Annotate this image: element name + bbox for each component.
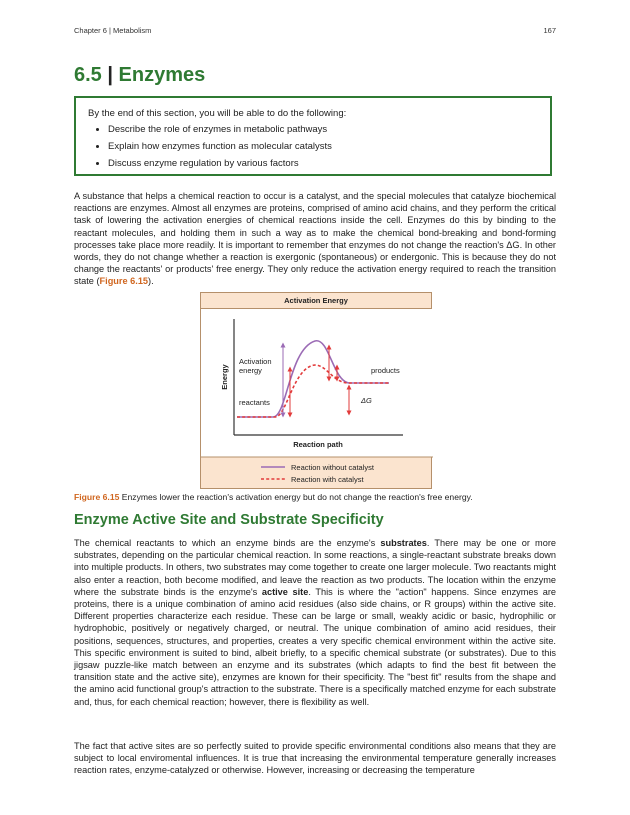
activation-label: Activation (239, 357, 272, 366)
figure-caption (74, 492, 556, 502)
paragraph-text: ). (148, 276, 154, 287)
objective-item: • Describe the role of enzymes in metabolic pathways (108, 124, 538, 135)
legend-uncatalyzed-label: Reaction without catalyst (291, 463, 374, 472)
x-axis-label: Reaction path (293, 440, 343, 449)
figure-title: Activation Energy (201, 293, 431, 309)
figure-caption-label: Figure 6.15 (74, 492, 120, 502)
reactants-label: reactants (239, 398, 270, 407)
subsection-heading: Enzyme Active Site and Substrate Specificity (74, 512, 384, 528)
term-active-site: active site (261, 586, 309, 597)
activation-energy-figure (200, 292, 432, 489)
paragraph-text: A substance that helps a chemical reaction to occur is a catalyst, and the special molecules that catalyze biochemical reactions are enzymes. Almost all enzymes are proteins, comprised of amino acid chains, and they perform the critical task of lowering the activation energies of chemical reactions inside the cell. Enzymes do this by binding to the reactant molecules, and holding them in such a way as to make the chemical bond-breaking and bond-forming processes take place more readily. It is important to remember that enzymes do not change the reaction's ΔG. In other words, they do not change whether a reaction is exergonic (spontaneous) or endergonic. This is because they do not change the reactants' or products' free energy. They only reduce the activation energy required to reach the transition state ( (74, 191, 556, 287)
products-label: products (371, 366, 400, 375)
learning-objectives-box (74, 96, 552, 176)
page-number: 167 (543, 26, 556, 35)
paragraph-catalyst (74, 190, 556, 288)
figure-reference-link[interactable]: Figure 6.15 (99, 276, 149, 287)
paragraph-text: . There may be one or more substrates, depending on the particular chemical reaction. In some reactions, a single-reactant substrate breaks down into multiple products. In others, two substrates may come together to create one larger molecule. Two reactants might also enter a reaction, both become modified, and leave the reaction as two products. The location within the enzyme where the substrate binds is the enzyme's (74, 538, 556, 597)
y-axis-label: Energy (220, 364, 229, 390)
running-header-chapter: Chapter 6 | Metabolism (74, 26, 152, 35)
figure-caption-text: Enzymes lower the reaction's activation energy but do not change the reaction's free energy. (121, 492, 473, 502)
paragraph-text: . This is where the "action" happens. Since enzymes are proteins, there is a unique combination of amino acid residues (also side chains, or R groups) within the active site. Different properties characterize each residue. These can be large or small, weakly acidic or basic, hydrophilic or hydrophobic, positively or negatively charged, or neutral. The unique combination of amino acid residues, their positions, sequences, structures, and properties, creates a very specific chemical environment within the active site. This specific environment is suited to bind, albeit briefly, to a specific chemical substrate (or substrates). Due to this jigsaw puzzle-like match between an enzyme and its substrates (which adapts to find the best fit between the transition state and the active site), enzymes are known for their specificity. The "best fit" results from the shape and the amino acid functional group's attraction to the substrate. There is a specifically matched enzyme for each substrate and, thus, for each chemical reaction; however, there is flexibility as well. (74, 586, 557, 707)
section-number: 6.5 (74, 64, 102, 86)
energy-label: energy (239, 366, 262, 375)
objectives-intro: By the end of this section, you will be able to do the following: (88, 108, 347, 119)
section-title (74, 64, 205, 87)
section-name: Enzymes (118, 64, 206, 86)
activation-energy-diagram (201, 309, 433, 490)
paragraph-active-site (74, 537, 556, 708)
term-substrates: substrates (380, 538, 427, 548)
objective-item: • Explain how enzymes function as molecular catalysts (108, 141, 538, 152)
delta-g-label: ΔG (361, 396, 372, 405)
objectives-list (88, 124, 538, 169)
paragraph-text: The chemical reactants to which an enzyme binds are the enzyme's (74, 538, 381, 548)
section-separator: | (107, 64, 113, 86)
legend-catalyzed-label: Reaction with catalyst (291, 475, 364, 484)
paragraph-environment: The fact that active sites are so perfectly suited to provide specific environmental conditions also means that they are subject to local enviromental influences. It is true that increasing the environmental temperature generally increases reaction rates, enzyme-catalyzed or otherwise. However, increasing or decreasing the temperature (74, 741, 556, 776)
objective-item: • Discuss enzyme regulation by various factors (108, 158, 538, 169)
